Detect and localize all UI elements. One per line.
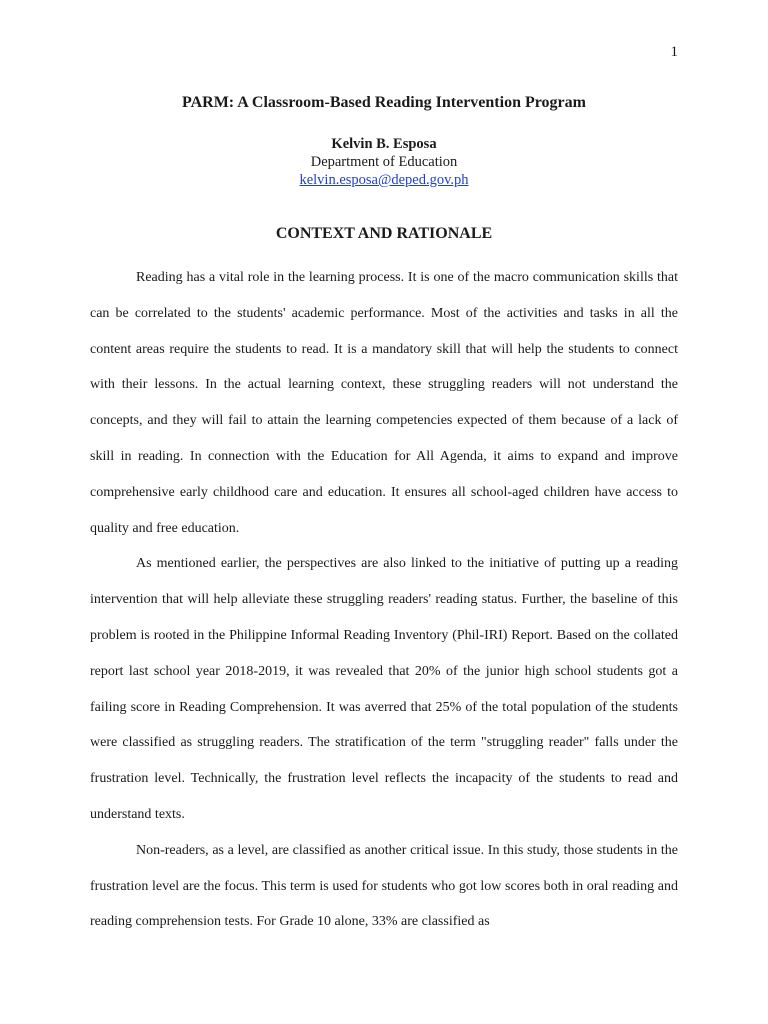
document-title: PARM: A Classroom-Based Reading Intervention Program <box>182 94 586 111</box>
author-affiliation: Department of Education <box>310 154 458 170</box>
body-text <box>90 260 678 940</box>
author-block <box>0 135 768 189</box>
paragraph-1: Reading has a vital role in the learning process. It is one of the macro communication skills that can be correlated to the students' academic performance. Most of the activities and tasks in all the content areas require the students to read. It is a mandatory skill that will help the students to connect with their lessons. In the actual learning context, these struggling readers will not understand the concepts, and they will fail to attain the learning competencies expected of them because of a lack of skill in reading. In connection with the Education for All Agenda, it aims to expand and improve comprehensive early childhood care and education. It ensures all school-aged children have access to quality and free education. <box>90 270 678 536</box>
author-name: Kelvin B. Esposa <box>331 136 437 152</box>
section-heading: CONTEXT AND RATIONALE <box>275 225 493 242</box>
paragraph-3: Non-readers, as a level, are classified as another critical issue. In this study, those students in the frustration level are the focus. This term is used for students who got low scores both in oral reading and reading comprehension tests. For Grade 10 alone, 33% are classified as <box>90 842 678 930</box>
page-number: 1 <box>670 44 678 60</box>
author-email-link[interactable]: kelvin.esposa@deped.gov.ph <box>299 172 469 188</box>
paragraph-2: As mentioned earlier, the perspectives are also linked to the initiative of putting up a reading intervention that will help alleviate these struggling readers' reading status. Further, the baseline of this problem is rooted in the Philippine Informal Reading Inventory (Phil-IRI) Report. Based on the collated report last school year 2018-2019, it was revealed that 20% of the junior high school students got a failing score in Reading Comprehension. It was averred that 25% of the total population of the students were classified as struggling readers. The stratification of the term "struggling reader" falls under the frustration level. Technically, the frustration level reflects the incapacity of the students to read and understand texts. <box>90 556 678 822</box>
